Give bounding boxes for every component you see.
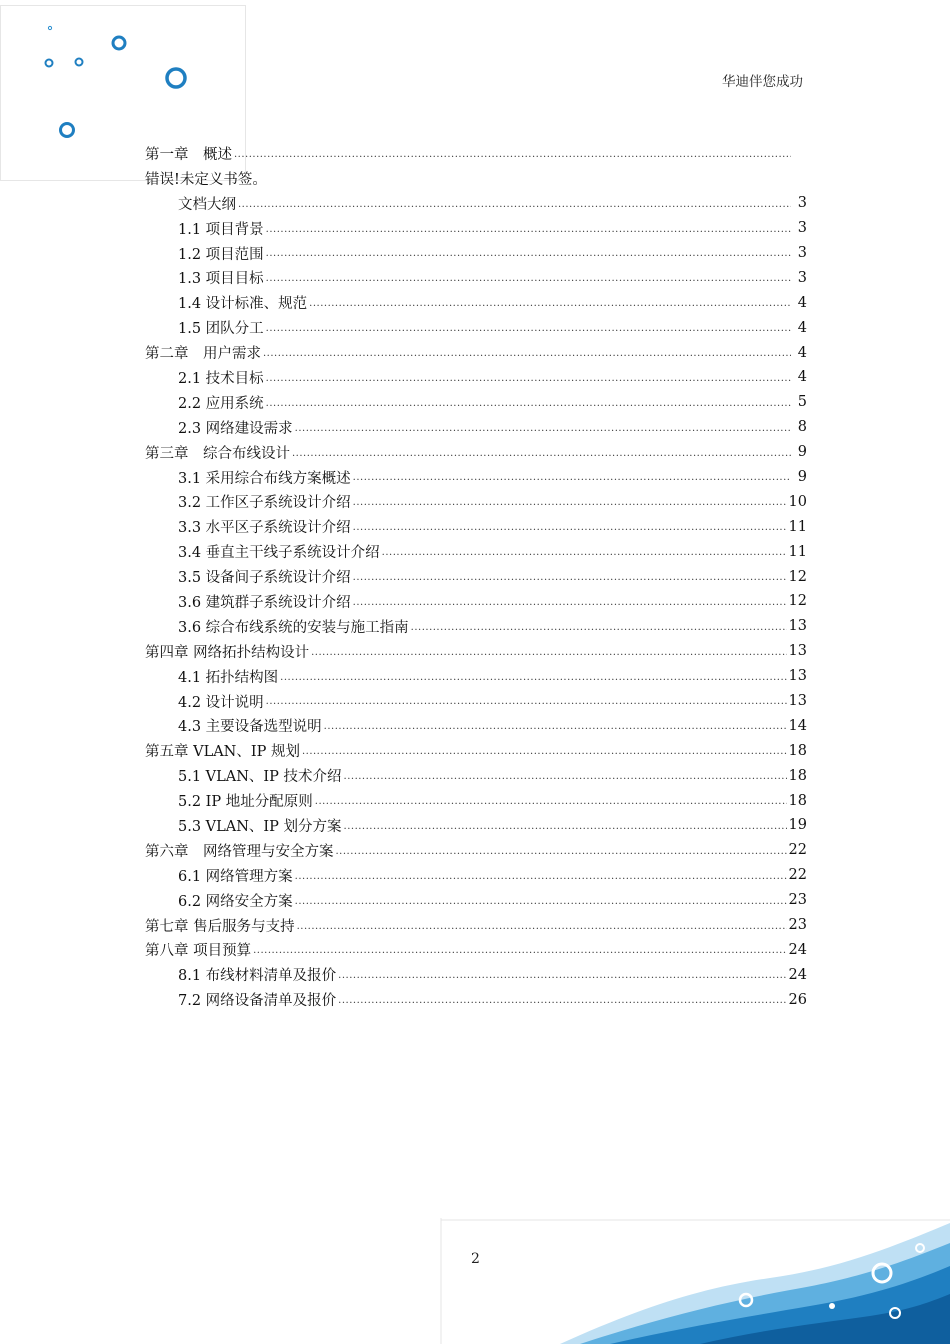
toc-section-entry[interactable] (145, 987, 807, 1012)
toc-section-entry[interactable] (145, 614, 807, 639)
toc-entry-label: 2.1 技术目标 (178, 370, 264, 387)
toc-dot-leader (353, 522, 787, 539)
toc-entry-page: 19 (788, 817, 807, 834)
toc-entry-page: 13 (788, 643, 807, 660)
toc-chapter-entry[interactable] (145, 639, 807, 664)
toc-entry-label: 1.3 项目目标 (178, 271, 264, 288)
toc-section-entry[interactable] (145, 265, 807, 290)
toc-section-entry[interactable] (145, 241, 807, 266)
toc-entry-label: 3.3 水平区子系统设计介绍 (178, 520, 351, 537)
toc-entry-label: 第五章 VLAN、IP 规划 (145, 744, 300, 761)
toc-dot-leader (353, 472, 791, 489)
toc-entry-page: 3 (797, 269, 807, 286)
toc-entry-label: 第六章 网络管理与安全方案 (145, 843, 334, 860)
toc-chapter-entry[interactable] (145, 340, 807, 365)
toc-entry-label: 8.1 布线材料清单及报价 (178, 968, 337, 985)
toc-entry-label: 3.4 垂直主干线子系统设计介绍 (178, 545, 380, 562)
toc-section-entry[interactable] (145, 191, 807, 216)
table-of-contents (145, 141, 807, 1012)
toc-entry-label: 3.1 采用综合布线方案概述 (178, 470, 351, 487)
toc-dot-leader (338, 995, 786, 1012)
toc-section-entry[interactable] (145, 888, 807, 913)
toc-entry-label: 3.5 设备间子系统设计介绍 (178, 570, 351, 587)
toc-dot-leader (263, 348, 791, 365)
toc-section-entry[interactable] (145, 763, 807, 788)
toc-entry-page: 8 (797, 419, 807, 436)
toc-entry-page: 13 (788, 668, 807, 685)
toc-section-entry[interactable] (145, 962, 807, 987)
toc-dot-leader (266, 398, 791, 415)
toc-entry-page: 18 (788, 767, 807, 784)
toc-entry-label: 4.1 拓扑结构图 (178, 669, 279, 686)
toc-entry-label: 4.3 主要设备选型说明 (178, 719, 322, 736)
header-slogan: 华迪伴您成功 (722, 74, 803, 90)
toc-section-entry[interactable] (145, 813, 807, 838)
toc-entry-label: 3.6 建筑群子系统设计介绍 (178, 594, 351, 611)
toc-dot-leader (353, 497, 787, 514)
toc-section-entry[interactable] (145, 664, 807, 689)
page-number: 2 (471, 1251, 480, 1267)
toc-section-entry[interactable] (145, 689, 807, 714)
toc-chapter-entry[interactable] (145, 913, 807, 938)
toc-dot-leader (353, 597, 787, 614)
toc-chapter-entry[interactable] (145, 166, 807, 191)
toc-entry-page: 9 (797, 469, 807, 486)
toc-entry-label: 第八章 项目预算 (145, 943, 252, 960)
toc-entry-page: 4 (797, 369, 807, 386)
toc-dot-leader (234, 149, 791, 166)
toc-entry-label: 1.2 项目范围 (178, 246, 264, 263)
toc-entry-label: 第七章 售后服务与支持 (145, 918, 295, 935)
toc-entry-label: 第一章 概述 (145, 146, 232, 163)
toc-entry-page: 11 (788, 543, 807, 560)
toc-entry-label: 5.2 IP 地址分配原则 (178, 794, 313, 811)
toc-section-entry[interactable] (145, 415, 807, 440)
toc-dot-leader (266, 696, 787, 713)
toc-dot-leader (253, 945, 786, 962)
toc-dot-leader (315, 796, 787, 813)
toc-entry-label: 错误!未定义书签。 (145, 171, 267, 188)
toc-dot-leader (295, 871, 787, 888)
toc-section-entry[interactable] (145, 465, 807, 490)
toc-entry-label: 3.2 工作区子系统设计介绍 (178, 495, 351, 512)
toc-dot-leader (266, 323, 791, 340)
toc-entry-page: 5 (797, 394, 807, 411)
toc-entry-page: 4 (797, 294, 807, 311)
toc-section-entry[interactable] (145, 365, 807, 390)
toc-entry-page: 3 (797, 220, 807, 237)
toc-dot-leader (311, 647, 786, 664)
toc-dot-leader (280, 672, 786, 689)
toc-entry-label: 7.2 网络设备清单及报价 (178, 993, 337, 1010)
toc-entry-page: 12 (788, 593, 807, 610)
toc-dot-leader (324, 721, 787, 738)
toc-entry-page: 26 (788, 991, 807, 1008)
toc-dot-leader (309, 298, 791, 315)
toc-dot-leader (302, 746, 787, 763)
toc-chapter-entry[interactable] (145, 838, 807, 863)
toc-entry-label: 5.3 VLAN、IP 划分方案 (178, 818, 342, 835)
toc-entry-page: 23 (788, 917, 807, 934)
toc-section-entry[interactable] (145, 539, 807, 564)
toc-chapter-entry[interactable] (145, 738, 807, 763)
toc-entry-page: 22 (788, 867, 807, 884)
toc-entry-page: 4 (797, 344, 807, 361)
toc-dot-leader (266, 373, 791, 390)
toc-entry-label: 2.3 网络建设需求 (178, 420, 293, 437)
toc-entry-label: 6.2 网络安全方案 (178, 893, 293, 910)
toc-entry-label: 4.2 设计说明 (178, 694, 264, 711)
toc-entry-page: 9 (797, 444, 807, 461)
toc-entry-label: 5.1 VLAN、IP 技术介绍 (178, 769, 342, 786)
toc-section-entry[interactable] (145, 713, 807, 738)
toc-entry-label: 2.2 应用系统 (178, 395, 264, 412)
toc-section-entry[interactable] (145, 788, 807, 813)
toc-entry-page: 3 (797, 245, 807, 261)
toc-entry-label: 3.6 综合布线系统的安装与施工指南 (178, 619, 409, 636)
toc-entry-label: 6.1 网络管理方案 (178, 868, 293, 885)
toc-entry-label: 第三章 综合布线设计 (145, 445, 290, 462)
toc-entry-page: 24 (788, 966, 807, 983)
toc-dot-leader (344, 771, 787, 788)
toc-section-entry[interactable] (145, 290, 807, 315)
toc-dot-leader (382, 547, 787, 564)
toc-chapter-entry[interactable] (145, 440, 807, 465)
toc-section-entry[interactable] (145, 564, 807, 589)
toc-dot-leader (238, 199, 791, 216)
toc-dot-leader (353, 572, 787, 589)
toc-entry-page: 11 (788, 518, 807, 535)
toc-entry-page: 12 (788, 568, 807, 585)
toc-section-entry[interactable] (145, 216, 807, 241)
toc-entry-label: 1.1 项目背景 (178, 221, 264, 238)
toc-entry-page: 23 (788, 892, 807, 909)
toc-dot-leader (338, 970, 786, 987)
toc-section-entry[interactable] (145, 315, 807, 340)
toc-dot-leader (292, 448, 791, 465)
toc-dot-leader (266, 248, 791, 265)
toc-chapter-entry[interactable] (145, 141, 807, 166)
toc-section-entry[interactable] (145, 863, 807, 888)
toc-dot-leader (266, 224, 791, 241)
toc-dot-leader (411, 622, 787, 639)
toc-dot-leader (297, 921, 787, 938)
toc-dot-leader (295, 423, 791, 440)
toc-entry-page: 3 (797, 195, 807, 212)
toc-entry-page: 14 (788, 717, 807, 734)
toc-entry-page: 22 (788, 842, 807, 859)
toc-entry-label: 第二章 用户需求 (145, 346, 261, 363)
toc-entry-page: 13 (788, 618, 807, 635)
toc-entry-page: 4 (797, 319, 807, 336)
toc-entry-page: 10 (788, 493, 807, 510)
toc-entry-page: 18 (788, 742, 807, 759)
wave-decoration-icon (440, 1218, 950, 1344)
toc-section-entry[interactable] (145, 514, 807, 539)
toc-section-entry[interactable] (145, 589, 807, 614)
toc-entry-page: 18 (788, 792, 807, 809)
toc-dot-leader (344, 821, 787, 838)
toc-dot-leader (336, 846, 787, 863)
toc-entry-label: 1.5 团队分工 (178, 321, 264, 338)
toc-entry-page: 24 (788, 941, 807, 958)
toc-entry-label: 第四章 网络拓扑结构设计 (145, 644, 310, 661)
toc-section-entry[interactable] (145, 390, 807, 415)
toc-section-entry[interactable] (145, 489, 807, 514)
toc-entry-label: 1.4 设计标准、规范 (178, 296, 308, 313)
toc-entry-page: 13 (788, 693, 807, 710)
toc-dot-leader (266, 273, 791, 290)
toc-dot-leader (295, 896, 787, 913)
toc-chapter-entry[interactable] (145, 938, 807, 963)
toc-entry-label: 文档大纲 (178, 196, 236, 213)
